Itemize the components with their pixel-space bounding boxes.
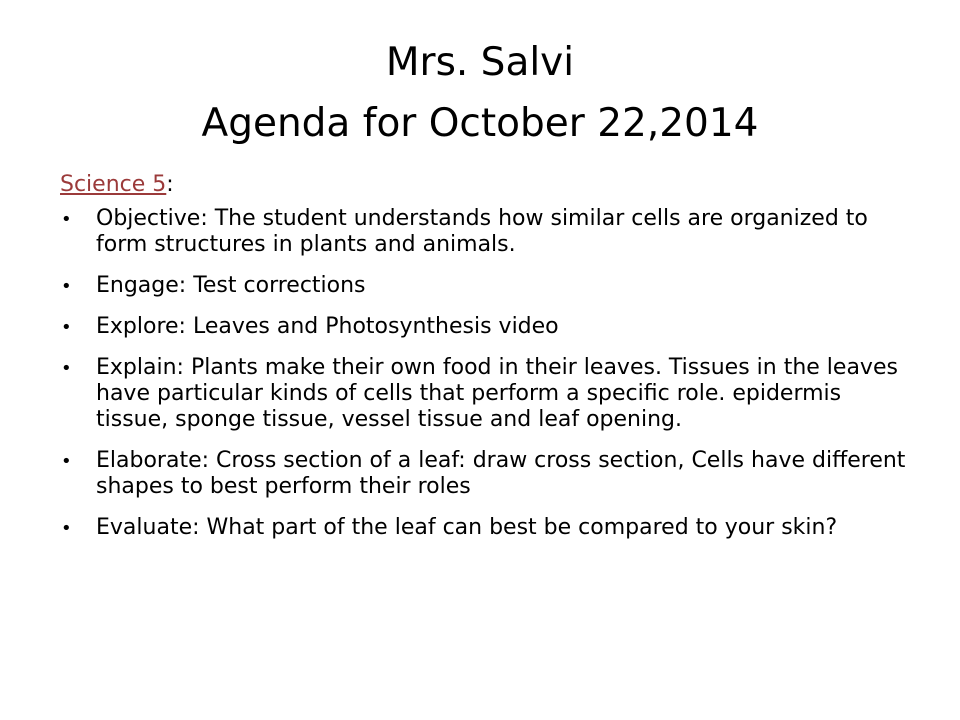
title-agenda-date: Agenda for October 22,2014 — [201, 101, 759, 146]
section-colon: : — [166, 172, 174, 197]
bullet-dot-icon: • — [61, 451, 72, 472]
bullet-dot-icon: • — [61, 276, 72, 297]
bullet-dot-icon: • — [61, 518, 72, 539]
bullet-elaborate — [60, 448, 906, 500]
bullet-text: Explore: Leaves and Photosynthesis video — [96, 314, 559, 339]
bullet-text: Explain: Plants make their own food in their leaves. Tissues in the leaves have particular kinds of cells that perform a specific role. epidermis tissue, sponge tissue, vessel tissue and leaf opening. — [96, 355, 898, 432]
bullet-evaluate — [60, 515, 906, 541]
section-heading — [60, 170, 906, 200]
bullet-text: Elaborate: Cross section of a leaf: draw cross section, Cells have different shapes to best perform their roles — [96, 448, 906, 499]
bullet-explore — [60, 314, 906, 340]
title-teacher-name: Mrs. Salvi — [385, 40, 575, 85]
slide-body — [60, 170, 906, 556]
bullet-text: Evaluate: What part of the leaf can best be compared to your skin? — [96, 515, 838, 540]
bullet-text: Engage: Test corrections — [96, 273, 366, 298]
bullet-text: Objective: The student understands how similar cells are organized to form structures in plants and animals. — [96, 206, 868, 257]
slide-title — [60, 32, 900, 154]
bullet-dot-icon: • — [61, 358, 72, 379]
bullet-engage — [60, 273, 906, 299]
bullet-dot-icon: • — [61, 317, 72, 338]
bullet-explain — [60, 355, 906, 433]
bullet-dot-icon: • — [61, 209, 72, 230]
bullet-objective — [60, 206, 906, 258]
section-link-science-5[interactable]: Science 5 — [60, 172, 167, 197]
agenda-bullet-list — [60, 206, 906, 541]
